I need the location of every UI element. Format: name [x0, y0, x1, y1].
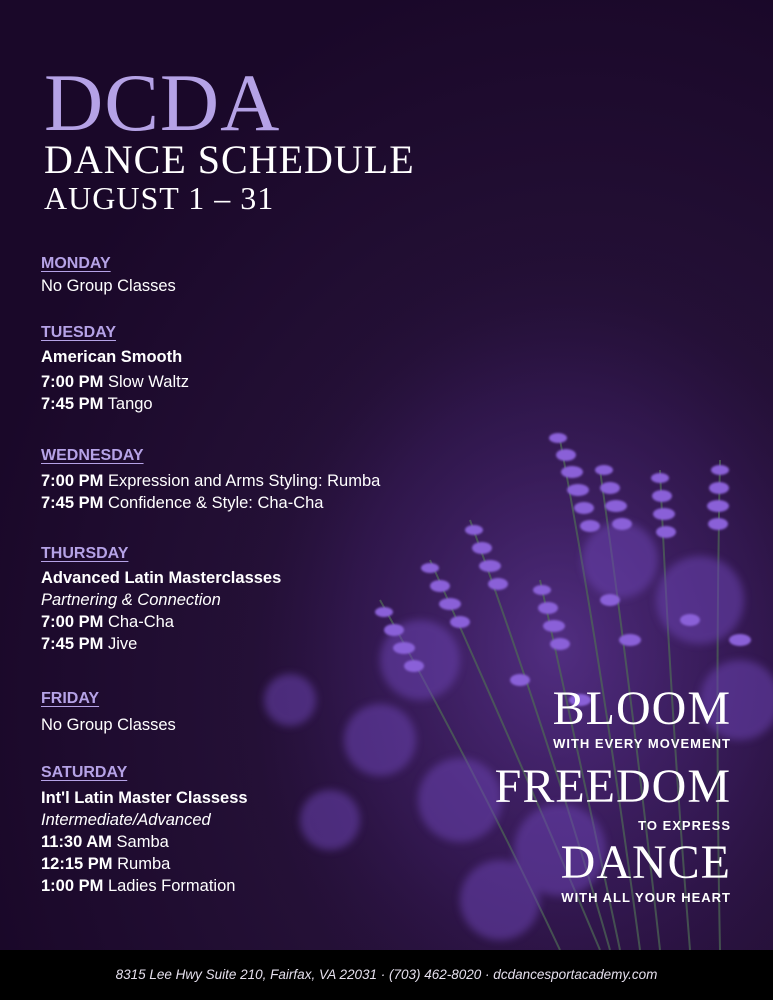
- class-item: [41, 371, 189, 393]
- day-saturday: [41, 764, 248, 897]
- day-note: No Group Classes: [41, 277, 176, 295]
- class-time: 7:45 PM: [41, 494, 104, 512]
- class-name: Jive: [107, 635, 138, 653]
- day-note: No Group Classes: [41, 716, 176, 734]
- slogan-word: DANCE: [560, 836, 731, 889]
- page-subtitle: DANCE SCHEDULE: [44, 137, 415, 182]
- class-name: Cha-Cha: [107, 613, 174, 631]
- class-name: Tango: [107, 395, 153, 413]
- page-title: DCDA: [44, 57, 281, 148]
- day-label: WEDNESDAY: [41, 447, 144, 464]
- class-heading: Int'l Latin Master Classess: [41, 789, 248, 807]
- class-time: 7:00 PM: [41, 613, 104, 631]
- day-label: MONDAY: [41, 255, 111, 272]
- day-wednesday: [41, 447, 380, 514]
- class-time: 12:15 PM: [41, 855, 113, 873]
- class-item: [41, 853, 248, 875]
- slogan-tagline: WITH EVERY MOVEMENT: [553, 736, 731, 751]
- slogan-word: FREEDOM: [494, 760, 731, 813]
- day-label: SATURDAY: [41, 764, 128, 781]
- class-item: [41, 831, 248, 853]
- schedule-dates: AUGUST 1 – 31: [44, 180, 275, 216]
- class-time: 7:00 PM: [41, 472, 104, 490]
- class-time: 7:45 PM: [41, 395, 104, 413]
- class-item: [41, 492, 380, 514]
- day-friday: [41, 690, 176, 736]
- class-item: [41, 875, 248, 897]
- class-name: Rumba: [117, 855, 171, 873]
- footer-contact: 8315 Lee Hwy Suite 210, Fairfax, VA 22031 · (703) 462-8020 · dcdancesportacademy.com: [0, 950, 773, 1000]
- slogan-tagline: TO EXPRESS: [638, 818, 731, 833]
- day-label: FRIDAY: [41, 690, 100, 707]
- day-label: TUESDAY: [41, 324, 116, 341]
- slogan-dance: [561, 838, 731, 905]
- class-item: [41, 611, 281, 633]
- class-heading: American Smooth: [41, 348, 183, 366]
- class-time: 11:30 AM: [41, 833, 112, 851]
- class-name: Ladies Formation: [107, 877, 236, 895]
- class-name: Expression and Arms Styling: Rumba: [107, 472, 381, 490]
- slogan-bloom: [553, 684, 731, 751]
- class-name: Confidence & Style: Cha-Cha: [107, 494, 324, 512]
- class-heading: Advanced Latin Masterclasses: [41, 569, 282, 587]
- day-monday: [41, 255, 176, 297]
- class-subheading: Intermediate/Advanced: [41, 811, 211, 829]
- slogan-tagline: WITH ALL YOUR HEART: [561, 890, 731, 905]
- class-name: Samba: [116, 833, 169, 851]
- class-item: [41, 633, 281, 655]
- class-item: [41, 470, 380, 492]
- class-item: [41, 393, 189, 415]
- day-label: THURSDAY: [41, 545, 129, 562]
- day-thursday: [41, 545, 281, 655]
- slogan-freedom: [495, 762, 731, 833]
- class-subheading: Partnering & Connection: [41, 591, 221, 609]
- class-time: 7:00 PM: [41, 373, 104, 391]
- class-time: 1:00 PM: [41, 877, 104, 895]
- day-tuesday: [41, 324, 189, 415]
- slogan-word: BLOOM: [552, 682, 731, 735]
- class-time: 7:45 PM: [41, 635, 104, 653]
- class-name: Slow Waltz: [107, 373, 189, 391]
